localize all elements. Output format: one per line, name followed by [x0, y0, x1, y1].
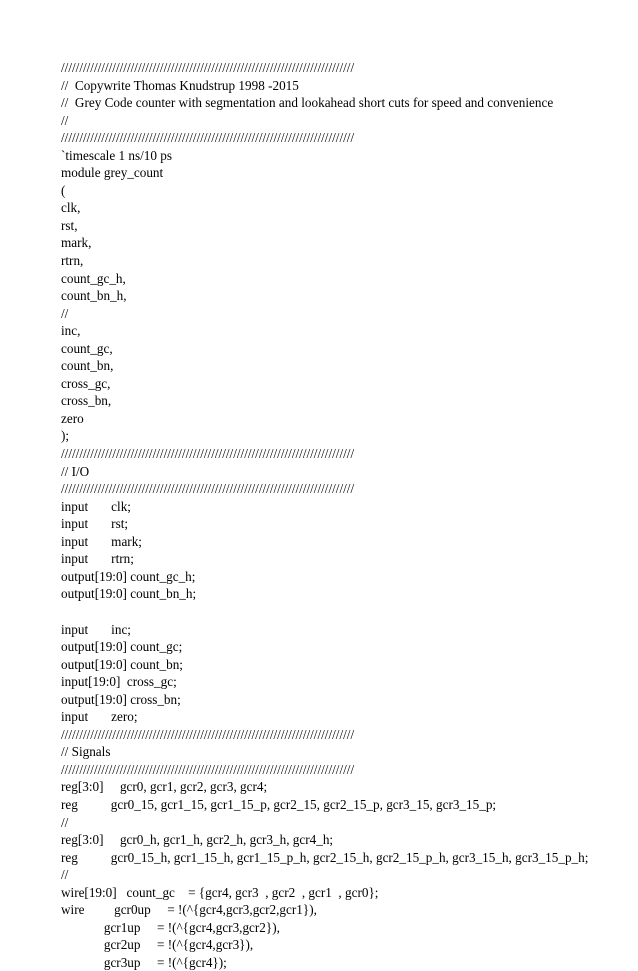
code-line: zero [61, 410, 84, 426]
code-line: input zero; [61, 709, 138, 725]
code-line: input clk; [61, 498, 131, 514]
code-line: ( [61, 182, 66, 198]
code-line: count_gc, [61, 340, 113, 356]
code-line: rtrn, [61, 253, 84, 269]
code-line: // [61, 814, 69, 830]
code-line: //////////////////////////////////////////////////////////////////////////////// [61, 761, 355, 777]
code-line: wire[19:0] count_gc = {gcr4, gcr3 , gcr2 , gcr1 , gcr0}; [61, 884, 379, 900]
code-line: input rtrn; [61, 551, 134, 567]
code-line: //////////////////////////////////////////////////////////////////////////////// [61, 130, 355, 146]
code-line: output[19:0] count_bn_h; [61, 586, 197, 602]
code-line: input[19:0] cross_gc; [61, 674, 177, 690]
code-line: output[19:0] count_gc_h; [61, 568, 196, 584]
code-line: input mark; [61, 533, 142, 549]
code-line: output[19:0] count_bn; [61, 656, 183, 672]
code-line: inc, [61, 323, 81, 339]
code-line: cross_gc, [61, 375, 111, 391]
code-line: module grey_count [61, 165, 164, 181]
code-line: gcr2up = !(^{gcr4,gcr3}), [61, 937, 254, 953]
code-line: mark, [61, 235, 92, 251]
code-line: // [61, 305, 69, 321]
code-line: input rst; [61, 516, 129, 532]
code-line: count_gc_h, [61, 270, 126, 286]
code-line: count_bn, [61, 358, 114, 374]
code-line: cross_bn, [61, 393, 112, 409]
code-line: input inc; [61, 621, 131, 637]
code-line: output[19:0] count_gc; [61, 639, 183, 655]
code-line: rst, [61, 217, 78, 233]
code-line: ); [61, 428, 70, 444]
code-line: reg gcr0_15_h, gcr1_15_h, gcr1_15_p_h, gcr2_15_h, gcr2_15_p_h, gcr3_15_h, gcr3_15_p_h; [61, 849, 589, 865]
code-line: // I/O [61, 463, 90, 479]
code-line: //////////////////////////////////////////////////////////////////////////////// [61, 446, 355, 462]
code-line: `timescale 1 ns/10 ps [61, 147, 172, 163]
code-line: // [61, 112, 69, 128]
code-line: // Signals [61, 744, 111, 760]
code-line: gcr1up = !(^{gcr4,gcr3,gcr2}), [61, 919, 280, 935]
code-line: clk, [61, 200, 81, 216]
code-line: count_bn_h, [61, 288, 127, 304]
code-listing [61, 59, 631, 971]
code-line: // [61, 867, 69, 883]
code-line: // Grey Code counter with segmentation and lookahead short cuts for speed and convenience [61, 95, 554, 111]
code-line: //////////////////////////////////////////////////////////////////////////////// [61, 481, 355, 497]
code-line: reg[3:0] gcr0_h, gcr1_h, gcr2_h, gcr3_h, gcr4_h; [61, 832, 334, 848]
code-line: reg[3:0] gcr0, gcr1, gcr2, gcr3, gcr4; [61, 779, 268, 795]
code-line: //////////////////////////////////////////////////////////////////////////////// [61, 726, 355, 742]
code-line: // Copywrite Thomas Knudstrup 1998 -2015 [61, 77, 299, 93]
code-line: gcr3up = !(^{gcr4}); [61, 954, 227, 970]
code-line: output[19:0] cross_bn; [61, 691, 181, 707]
code-line: reg gcr0_15, gcr1_15, gcr1_15_p, gcr2_15, gcr2_15_p, gcr3_15, gcr3_15_p; [61, 796, 497, 812]
code-line: wire gcr0up = !(^{gcr4,gcr3,gcr2,gcr1}), [61, 902, 317, 918]
code-line [61, 603, 631, 621]
code-line: //////////////////////////////////////////////////////////////////////////////// [61, 60, 355, 75]
